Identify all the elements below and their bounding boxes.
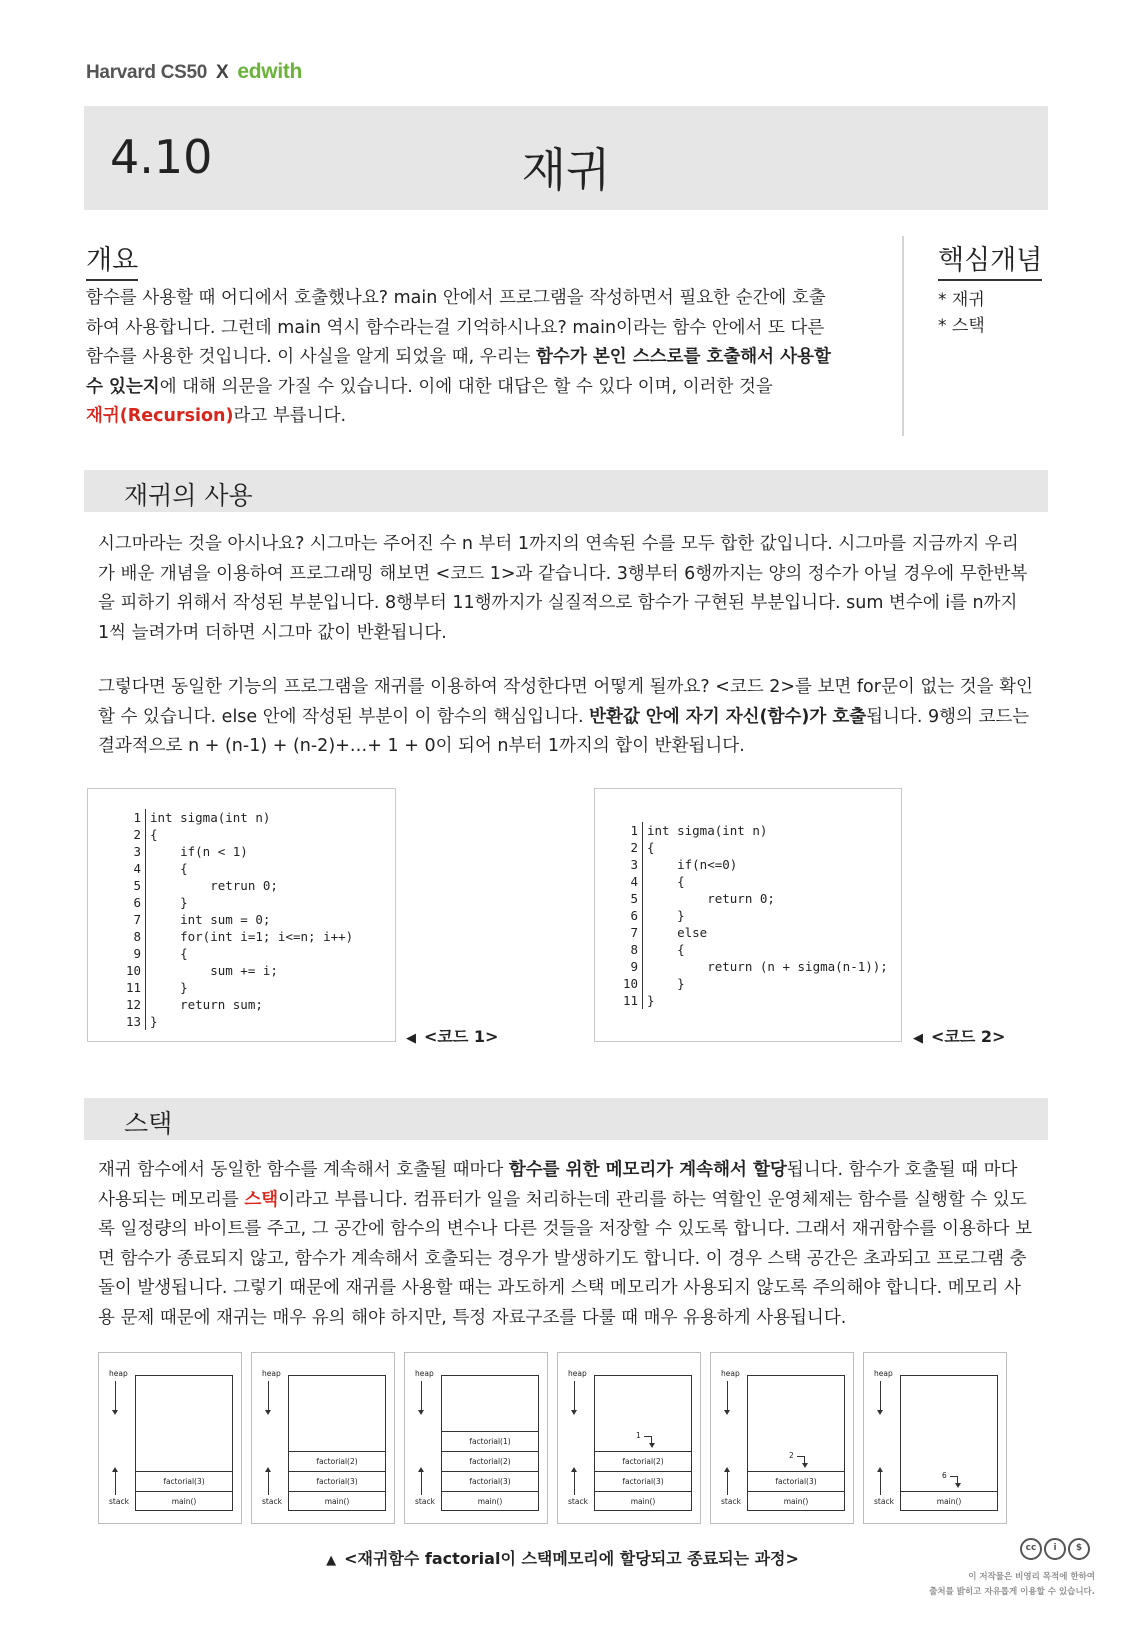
section-stack-heading: 스택 [124,1109,173,1138]
stack-frame: main() [135,1491,233,1511]
line-text: int sigma(int n) [150,810,271,825]
line-text: int sigma(int n) [647,823,768,838]
stack-frame: factorial(3) [288,1471,386,1491]
stack-diagram-panel [404,1352,548,1524]
line-text: { [150,946,188,961]
line-number: 3 [615,856,643,873]
line-number: 6 [118,894,146,911]
line-number: 2 [118,826,146,843]
heap-label: heap [874,1369,893,1378]
recursion-p2-text-1: 그렇다면 동일한 기능의 프로그램을 재귀를 이용하여 작성한다면 어떻게 될까요? <코드 2>를 보면 for문이 없는 것을 확인할 수 있습니다. else 안에 작성된 부분이 이 함수의 핵심입니다. [98,677,1033,727]
code-box-1 [87,788,396,1042]
line-text: return sum; [150,997,263,1012]
code-line [118,826,353,843]
heap-label: heap [262,1369,281,1378]
line-number: 5 [118,877,146,894]
overview-heading: 개요 [86,238,138,281]
code-line [615,907,888,924]
up-triangle-icon: ▲ [326,1553,337,1568]
line-number: 8 [118,928,146,945]
line-text: } [150,980,188,995]
arrow-down-icon [268,1381,269,1411]
arrow-up-icon [115,1471,116,1495]
cc-icon: cc [1020,1538,1042,1560]
stack-term: 스택 [244,1189,279,1210]
stack-label: stack [415,1497,435,1506]
line-text: return (n + sigma(n-1)); [647,959,888,974]
code-line [615,992,888,1009]
stack-text-3: 이라고 부릅니다. 컴퓨터가 일을 처리하는데 관리를 하는 역할인 운영체제는 함수를 실행할 수 있도록 일정량의 바이트를 주고, 그 공간에 함수의 변수나 다른 것들을 저장할 수 있도록 합니다. 그래서 재귀함수를 이용하다 보면 함수가 종료되지 않고, 함수가 계속해서 호출되는 경우가 발생하기도 합니다. 이 경우 스택 공간은 초과되고 프로그램 충돌이 발생됩니다. 그렇기 때문에 재귀를 사용할 때는 과도하게 스택 메모리가 사용되지 않도록 주의해야 합니다. 메모리 사용 문제 때문에 재귀는 매우 유의 해야 하지만, 특정 자료구조를 다룰 때 매우 유용하게 사용됩니다. [98,1189,1033,1328]
code-1-lines [118,809,353,1030]
code-1-caption-text: <코드 1> [424,1027,499,1046]
stack-frame: factorial(3) [135,1471,233,1491]
return-arrow-icon [950,1476,958,1484]
line-text: if(n<=0) [647,857,738,872]
page-title: 재귀 [521,143,611,197]
line-number: 9 [118,945,146,962]
line-number: 1 [615,822,643,839]
chapter-number: 4.10 [110,130,213,184]
line-text: for(int i=1; i<=n; i++) [150,929,354,944]
line-text: retrun 0; [150,878,278,893]
key-concept-item: * 스택 [938,316,985,336]
key-concepts-list [938,287,985,339]
stack-label: stack [262,1497,282,1506]
overview-text-2: 에 대해 의문을 가질 수 있습니다. 이에 대한 대답은 할 수 있다 이며, 이러한 것을 [159,376,773,397]
return-value: 1 [636,1431,641,1440]
stack-diagram-panel [98,1352,242,1524]
line-number: 7 [118,911,146,928]
return-value: 2 [789,1451,794,1460]
code-line [118,911,353,928]
arrow-up-icon [727,1471,728,1495]
return-value: 6 [942,1471,947,1480]
heap-label: heap [415,1369,434,1378]
line-number: 12 [118,996,146,1013]
code-line [615,890,888,907]
line-number: 10 [615,975,643,992]
return-arrow-icon [644,1436,652,1444]
overview-text-1: 함수를 사용할 때 어디에서 호출했나요? main 안에서 프로그램을 작성하면서 필요한 순간에 호출하여 사용합니다. 그런데 main 역시 함수라는걸 기억하시나요? main이라는 함수 안에서 또 다른 함수를 사용한 것입니다. 이 사실을 알게 되었을 때, 우리는 [86,288,826,367]
line-number: 11 [615,992,643,1009]
stack-diagram-panel [863,1352,1007,1524]
overview-bold: 함수가 본인 스스로를 호출해서 사용할 수 있는지 [86,347,831,397]
brand-harvard: Harvard CS50 [86,62,208,83]
code-line [615,924,888,941]
line-text: } [647,908,685,923]
arrow-up-icon [421,1471,422,1495]
key-concept-item: * 재귀 [938,290,985,310]
code-line [118,894,353,911]
arrow-down-icon [880,1381,881,1411]
line-text: { [647,942,685,957]
stack-frame: factorial(2) [288,1451,386,1471]
stack-frame: factorial(3) [747,1471,845,1491]
arrow-down-icon [727,1381,728,1411]
license-text [835,1570,1095,1600]
stack-diagram-panel [710,1352,854,1524]
line-text: { [150,861,188,876]
code-2-caption [913,1024,1005,1047]
stack-frame: main() [441,1491,539,1511]
line-number: 8 [615,941,643,958]
stack-paragraph [98,1156,1033,1333]
line-text: } [647,993,655,1008]
recursion-p2-text-2: 됩니다. 9행의 코드는 결과적으로 n + (n-1) + (n-2)+…+ 1 + 0이 되어 n부터 1까지의 합이 반환됩니다. [98,706,1030,756]
section-stack-bar [84,1098,1048,1140]
line-number: 10 [118,962,146,979]
stack-frame: main() [288,1491,386,1511]
stack-label: stack [568,1497,588,1506]
figure-caption [0,1546,1125,1569]
stack-frame: factorial(3) [594,1471,692,1491]
code-line [615,941,888,958]
heap-label: heap [568,1369,587,1378]
overview-paragraph [86,284,831,432]
license-line: 이 저작물은 비영리 목적에 한하여 [968,1572,1095,1582]
stack-frame: factorial(3) [441,1471,539,1491]
stack-frame: main() [747,1491,845,1511]
line-number: 6 [615,907,643,924]
arrow-down-icon [421,1381,422,1411]
stack-frame: factorial(1) [441,1431,539,1451]
overview-recursion-term: 재귀(Recursion) [86,406,234,426]
overview-text-3: 라고 부릅니다. [233,406,347,426]
license-line: 출처를 밝히고 자유롭게 이용할 수 있습니다. [929,1587,1095,1597]
heap-label: heap [721,1369,740,1378]
line-number: 1 [118,809,146,826]
line-number: 2 [615,839,643,856]
line-number: 11 [118,979,146,996]
stack-bold: 함수를 위한 메모리가 계속해서 할당 [508,1160,787,1180]
code-line [118,809,353,826]
cc-license-badge [1020,1538,1090,1560]
arrow-down-icon [574,1381,575,1411]
code-line [118,945,353,962]
code-2-lines [615,822,888,1009]
code-line [615,822,888,839]
recursion-p2-bold: 반환값 안에 자기 자신(함수)가 호출 [589,706,867,727]
section-recursion-bar [84,470,1048,512]
arrow-up-icon [880,1471,881,1495]
line-number: 13 [118,1013,146,1030]
stack-text-2: 됩니다. 함수가 호출될 때 마다 사용되는 메모리를 [98,1160,1018,1210]
code-line [118,928,353,945]
line-number: 4 [615,873,643,890]
stack-frame: main() [594,1491,692,1511]
code-line [615,856,888,873]
section-recursion-heading: 재귀의 사용 [124,481,253,510]
stack-label: stack [109,1497,129,1506]
stack-frame: factorial(2) [594,1451,692,1471]
code-line [615,958,888,975]
code-line [118,979,353,996]
code-1-caption [406,1024,498,1047]
code-2-caption-text: <코드 2> [931,1027,1006,1046]
line-text: } [150,895,188,910]
title-bar [84,106,1048,210]
line-number: 3 [118,843,146,860]
line-text: { [150,827,158,842]
code-line [118,877,353,894]
line-number: 9 [615,958,643,975]
code-line [118,962,353,979]
stack-label: stack [874,1497,894,1506]
line-text: return 0; [647,891,775,906]
code-line [118,860,353,877]
noncommercial-icon: $ [1068,1538,1090,1560]
sidebar-divider [902,236,904,436]
line-number: 4 [118,860,146,877]
brand-edwith: edwith [237,60,303,83]
line-number: 5 [615,890,643,907]
code-line [118,843,353,860]
line-text: if(n < 1) [150,844,248,859]
arrow-up-icon [268,1471,269,1495]
line-text: } [150,1014,158,1029]
line-text: } [647,976,685,991]
line-text: int sum = 0; [150,912,271,927]
code-line [118,1013,353,1030]
arrow-up-icon [574,1471,575,1495]
code-line [615,873,888,890]
code-line [615,839,888,856]
left-triangle-icon: ◀ [406,1031,416,1046]
stack-diagram-panel [251,1352,395,1524]
return-arrow-icon [797,1456,805,1464]
line-text: sum += i; [150,963,278,978]
attribution-icon: i [1044,1538,1066,1560]
code-line [615,975,888,992]
line-text: else [647,925,708,940]
heap-label: heap [109,1369,128,1378]
brand-x: X [216,62,229,83]
stack-label: stack [721,1497,741,1506]
stack-frame: main() [900,1491,998,1511]
figure-caption-text: <재귀함수 factorial이 스택메모리에 할당되고 종료되는 과정> [344,1549,799,1568]
line-text: { [647,874,685,889]
line-number: 7 [615,924,643,941]
stack-diagram-panel [557,1352,701,1524]
line-text: { [647,840,655,855]
arrow-down-icon [115,1381,116,1411]
key-concepts-heading: 핵심개념 [938,238,1042,281]
left-triangle-icon: ◀ [913,1031,923,1046]
stack-frame: factorial(2) [441,1451,539,1471]
recursion-paragraph-2 [98,673,1033,762]
brand-logo [86,60,302,84]
code-box-2 [594,788,902,1042]
stack-text-1: 재귀 함수에서 동일한 함수를 계속해서 호출될 때마다 [98,1160,509,1180]
recursion-paragraph-1: 시그마라는 것을 아시나요? 시그마는 주어진 수 n 부터 1까지의 연속된 수를 모두 합한 값입니다. 시그마를 지금까지 우리가 배운 개념을 이용하여 프로그래밍 해보면 <코드 1>과 같습니다. 3행부터 6행까지는 양의 정수가 아닐 경우에 무한반복을 피하기 위해서 작성된 부분입니다. 8행부터 11행까지가 실질적으로 함수가 구현된 부분입니다. sum 변수에 i를 n까지 1씩 늘려가며 더하면 시그마 값이 반환됩니다. [98,534,1028,643]
code-line [118,996,353,1013]
